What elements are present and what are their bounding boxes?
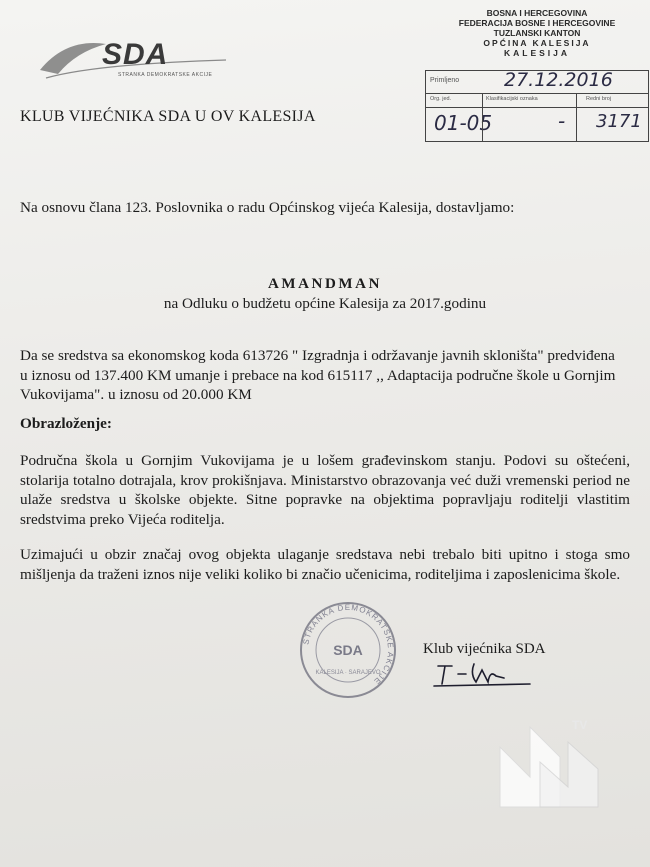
logo-subtext: STRANKA DEMOKRATSKE AKCIJE bbox=[118, 72, 213, 78]
stamp-line: TUZLANSKI KANTON bbox=[493, 28, 581, 38]
code-number: 3171 bbox=[596, 111, 642, 132]
party-seal-icon bbox=[293, 598, 403, 703]
stamp-labels-row bbox=[426, 93, 648, 108]
basis-text: Na osnovu člana 123. Poslovnika o radu Općinskog vijeća Kalesija, dostavljamo: bbox=[20, 199, 515, 216]
received-date: 27.12.2016 bbox=[504, 69, 613, 91]
amendment-paragraph: Da se sredstva sa ekonomskog koda 613726 " Izgradnja i održavanje javnih skloništa" predviđena u iznosu od 137.400 KM umanje i prebace na kod 615117 ,, Adaptacija područne škole u Gornjim Vukovijama". u iznosu od 20.000 KM bbox=[20, 347, 616, 403]
number-label: Redni broj bbox=[586, 96, 612, 102]
stamp-line: KALESIJA bbox=[503, 48, 571, 58]
signature-icon bbox=[430, 660, 540, 690]
signature-caption: Klub vijećnika SDA bbox=[423, 641, 546, 657]
stamp-line: OPĆINA KALESIJA bbox=[483, 38, 591, 48]
stamp-received-row bbox=[426, 71, 648, 94]
watermark-text: TV bbox=[572, 718, 588, 732]
seal-ring-text: STRANKA DEMOKRATSKE AKCIJE bbox=[301, 602, 396, 687]
stamp-codes-row bbox=[426, 107, 648, 141]
received-label: Primljeno bbox=[430, 77, 460, 84]
justification-paragraph-2: Uzimajući u obzir značaj ovog objekta ulaganje sredstava nebi trebalo biti upitno i stoga smo mišljenja da traženi iznos nije veliki koliko bi značio učenicima, roditeljima i zaposlenicima škole. bbox=[20, 546, 630, 583]
document-title: AMANDMAN bbox=[267, 276, 383, 292]
justification-paragraph-1: Područna škola u Gornjim Vukovijama je u lošem građevinskom stanju. Podovi su oštećeni, stolarija totalno dotrajala, krov prokišnjava. Ministarstvo obrazovanja već duži vremenski period ne ulaže sredstva u školske objekte. Sitne popravke na objektima popravljaju roditelji vlastitim sredstvima preko Vijeća roditelja. bbox=[20, 452, 630, 528]
stamp-line: FEDERACIJA BOSNE I HERCEGOVINE bbox=[458, 18, 616, 28]
org-unit-label: Org. jed. bbox=[430, 96, 452, 102]
sda-logo bbox=[36, 30, 236, 90]
registry-stamp-box bbox=[425, 70, 649, 142]
classification-label: Klasifikacijski oznaka bbox=[486, 96, 538, 102]
seal-center-text: SDA bbox=[333, 642, 363, 658]
code-class: - bbox=[558, 109, 566, 133]
registry-stamp-header bbox=[428, 8, 646, 58]
logo-text: SDA bbox=[102, 38, 169, 71]
tv-watermark-icon bbox=[490, 707, 610, 817]
code-org: 01-05 bbox=[434, 111, 493, 135]
justification-heading: Obrazloženje: bbox=[20, 415, 112, 432]
club-title: KLUB VIJEĆNIKA SDA U OV KALESIJA bbox=[20, 108, 316, 125]
document-subtitle: na Odluku o budžetu općine Kalesija za 2017.godinu bbox=[163, 295, 487, 312]
stamp-line: BOSNA I HERCEGOVINA bbox=[486, 8, 588, 18]
seal-bottom-text: KALESIJA · SARAJEVO bbox=[315, 670, 381, 676]
